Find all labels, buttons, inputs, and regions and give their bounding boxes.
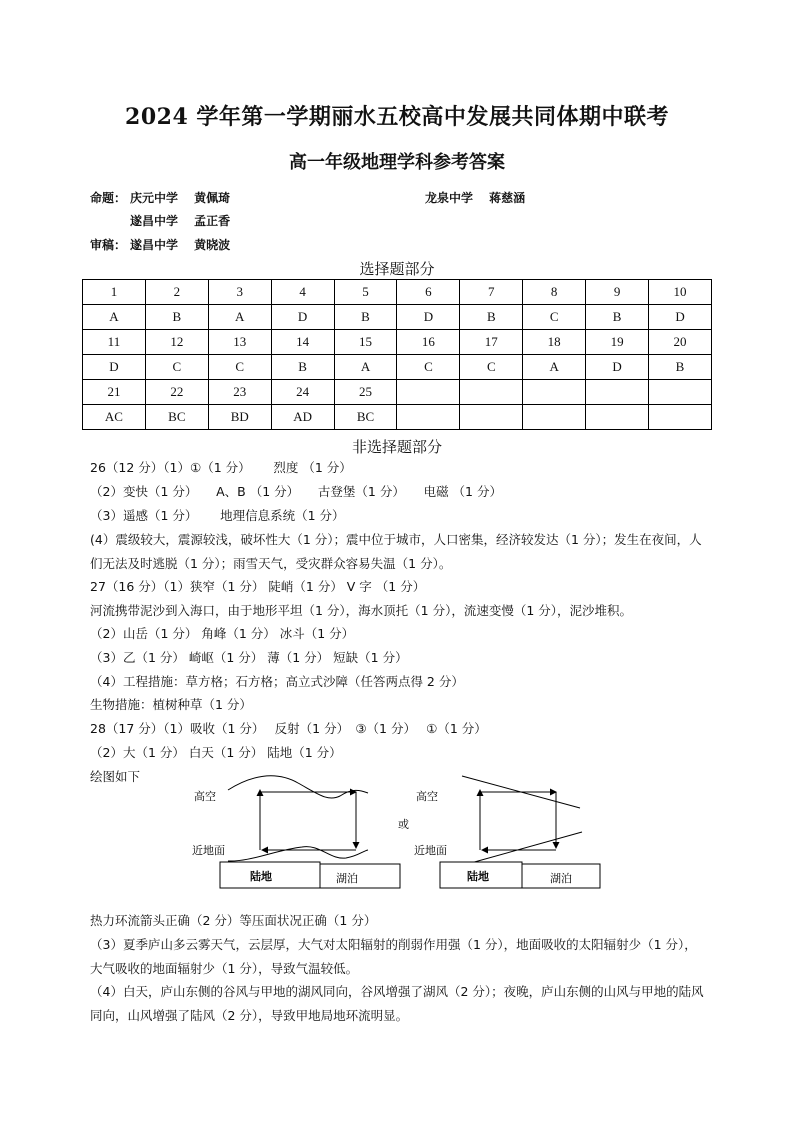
table-cell: A	[83, 305, 146, 330]
table-cell: 6	[397, 280, 460, 305]
q26-line-2: （2）变快（1 分） A、B （1 分） 古登堡（1 分） 电磁 （1 分）	[90, 484, 502, 499]
author-3: 遂昌中学 孟正香	[130, 214, 231, 228]
table-cell	[649, 380, 712, 405]
q28-line-2: （2）大（1 分） 白天（1 分） 陆地（1 分）	[90, 745, 342, 760]
table-cell: C	[523, 305, 586, 330]
table-cell: 8	[523, 280, 586, 305]
author-1: 庆元中学 黄佩琦	[130, 191, 231, 205]
table-cell: A	[334, 355, 397, 380]
table-cell: B	[649, 355, 712, 380]
table-cell: A	[523, 355, 586, 380]
q27-line-5: （4）工程措施：草方格；石方格；高立式沙障（任答两点得 2 分）	[90, 674, 464, 689]
table-cell: 10	[649, 280, 712, 305]
page-title: 2024 学年第一学期丽水五校高中发展共同体期中联考	[125, 104, 669, 130]
q28-line-6: （4）白天，庐山东侧的谷风与甲地的湖风同向，谷风增强了湖风（2 分）；夜晚，庐山东侧的山风与甲地的陆风同向，山风增强了陆风（2 分），导致甲地局地环流明显。	[90, 984, 704, 1023]
table-cell: D	[649, 305, 712, 330]
high-altitude-label: 高空	[416, 790, 438, 803]
q27-line-3: （2）山岳（1 分） 角峰（1 分） 冰斗（1 分）	[90, 626, 355, 641]
table-cell: 7	[460, 280, 523, 305]
table-cell: B	[460, 305, 523, 330]
proposition-label: 命题：	[90, 191, 127, 205]
table-cell	[586, 380, 649, 405]
q27-line-1: 27（16 分）（1）狭窄（1 分） 陡峭（1 分） V 字 （1 分）	[90, 579, 426, 594]
lake-label: 湖泊	[550, 872, 572, 885]
table-row	[83, 280, 712, 305]
q26-line-1: 26（12 分）（1）①（1 分） 烈度 （1 分）	[90, 460, 352, 475]
table-cell	[397, 405, 460, 430]
table-cell: A	[208, 305, 271, 330]
review-label: 审稿：	[90, 238, 127, 252]
table-cell: C	[208, 355, 271, 380]
table-cell: 13	[208, 330, 271, 355]
table-cell	[649, 405, 712, 430]
table-cell: B	[145, 305, 208, 330]
table-cell	[397, 380, 460, 405]
table-cell: 25	[334, 380, 397, 405]
section-choice-heading: 选择题部分	[359, 260, 435, 278]
table-cell: 24	[271, 380, 334, 405]
diagram-right	[414, 776, 600, 888]
table-cell: 2	[145, 280, 208, 305]
table-cell: 12	[145, 330, 208, 355]
table-cell	[460, 405, 523, 430]
isobar-upper	[228, 776, 368, 798]
table-row	[83, 305, 712, 330]
land-label: 陆地	[250, 870, 272, 883]
near-ground-label: 近地面	[414, 844, 447, 857]
table-cell: 16	[397, 330, 460, 355]
table-cell: 14	[271, 330, 334, 355]
table-cell: 4	[271, 280, 334, 305]
page-subtitle: 高一年级地理学科参考答案	[289, 152, 505, 173]
isobar-lower	[460, 832, 582, 866]
table-cell	[523, 405, 586, 430]
table-cell: AD	[271, 405, 334, 430]
table-cell: 5	[334, 280, 397, 305]
answer-table	[82, 279, 712, 430]
isobar-lower	[228, 847, 368, 861]
table-cell: 20	[649, 330, 712, 355]
q26-line-4: (4）震级较大，震源较浅，破坏性大（1 分）；震中位于城市，人口密集，经济较发达（1 分）；发生在夜间，人们无法及时逃脱（1 分）；雨雪天气，受灾群众容易失温（1 分）。	[90, 532, 702, 571]
q27-line-6: 生物措施：植树种草（1 分）	[90, 697, 252, 712]
table-cell: 3	[208, 280, 271, 305]
reviewer: 遂昌中学 黄晓波	[130, 238, 231, 252]
table-cell: C	[397, 355, 460, 380]
table-cell: 23	[208, 380, 271, 405]
table-cell: 21	[83, 380, 146, 405]
table-cell	[523, 380, 586, 405]
table-cell: BC	[145, 405, 208, 430]
q27-line-4: （3）乙（1 分） 崎岖（1 分） 薄（1 分） 短缺（1 分）	[90, 650, 408, 665]
table-cell: BC	[334, 405, 397, 430]
table-cell: AC	[83, 405, 146, 430]
section-nonchoice-heading: 非选择题部分	[351, 438, 442, 456]
table-cell: 22	[145, 380, 208, 405]
q28-line-3: 绘图如下	[90, 769, 141, 784]
table-row	[83, 380, 712, 405]
table-cell: 9	[586, 280, 649, 305]
table-cell: D	[586, 355, 649, 380]
table-cell	[460, 380, 523, 405]
table-cell: BD	[208, 405, 271, 430]
table-cell: D	[83, 355, 146, 380]
table-cell: D	[271, 305, 334, 330]
lake-box	[320, 864, 400, 888]
q28-line-5: （3）夏季庐山多云雾天气，云层厚，大气对太阳辐射的削弱作用强（1 分），地面吸收的太阳辐射少（1 分），大气吸收的地面辐射少（1 分），导致气温较低。	[90, 937, 697, 976]
diagram-left	[192, 776, 400, 888]
table-cell: B	[271, 355, 334, 380]
table-cell: 18	[523, 330, 586, 355]
thermal-circulation-diagram	[180, 768, 620, 894]
q26-line-3: （3）遥感（1 分） 地理信息系统（1 分）	[90, 508, 345, 523]
table-cell: 1	[83, 280, 146, 305]
table-cell: 15	[334, 330, 397, 355]
table-cell: 17	[460, 330, 523, 355]
q28-line-4: 热力环流箭头正确（2 分）等压面状况正确（1 分）	[90, 913, 377, 928]
table-cell	[586, 405, 649, 430]
table-row	[83, 330, 712, 355]
table-cell: 11	[83, 330, 146, 355]
table-cell: B	[586, 305, 649, 330]
table-cell: D	[397, 305, 460, 330]
lake-label: 湖泊	[336, 872, 358, 885]
table-cell: C	[145, 355, 208, 380]
q28-line-1: 28（17 分）（1）吸收（1 分） 反射（1 分） ③（1 分） ①（1 分）	[90, 721, 487, 736]
near-ground-label: 近地面	[192, 844, 225, 857]
table-cell: 19	[586, 330, 649, 355]
q27-line-2: 河流携带泥沙到入海口，由于地形平坦（1 分），海水顶托（1 分），流速变慢（1 分），泥沙堆积。	[90, 603, 633, 618]
or-label: 或	[398, 818, 409, 831]
table-row	[83, 405, 712, 430]
high-altitude-label: 高空	[194, 790, 216, 803]
table-cell: B	[334, 305, 397, 330]
author-2: 龙泉中学 蒋慈涵	[425, 191, 526, 205]
table-row	[83, 355, 712, 380]
land-label: 陆地	[467, 870, 489, 883]
table-cell: C	[460, 355, 523, 380]
